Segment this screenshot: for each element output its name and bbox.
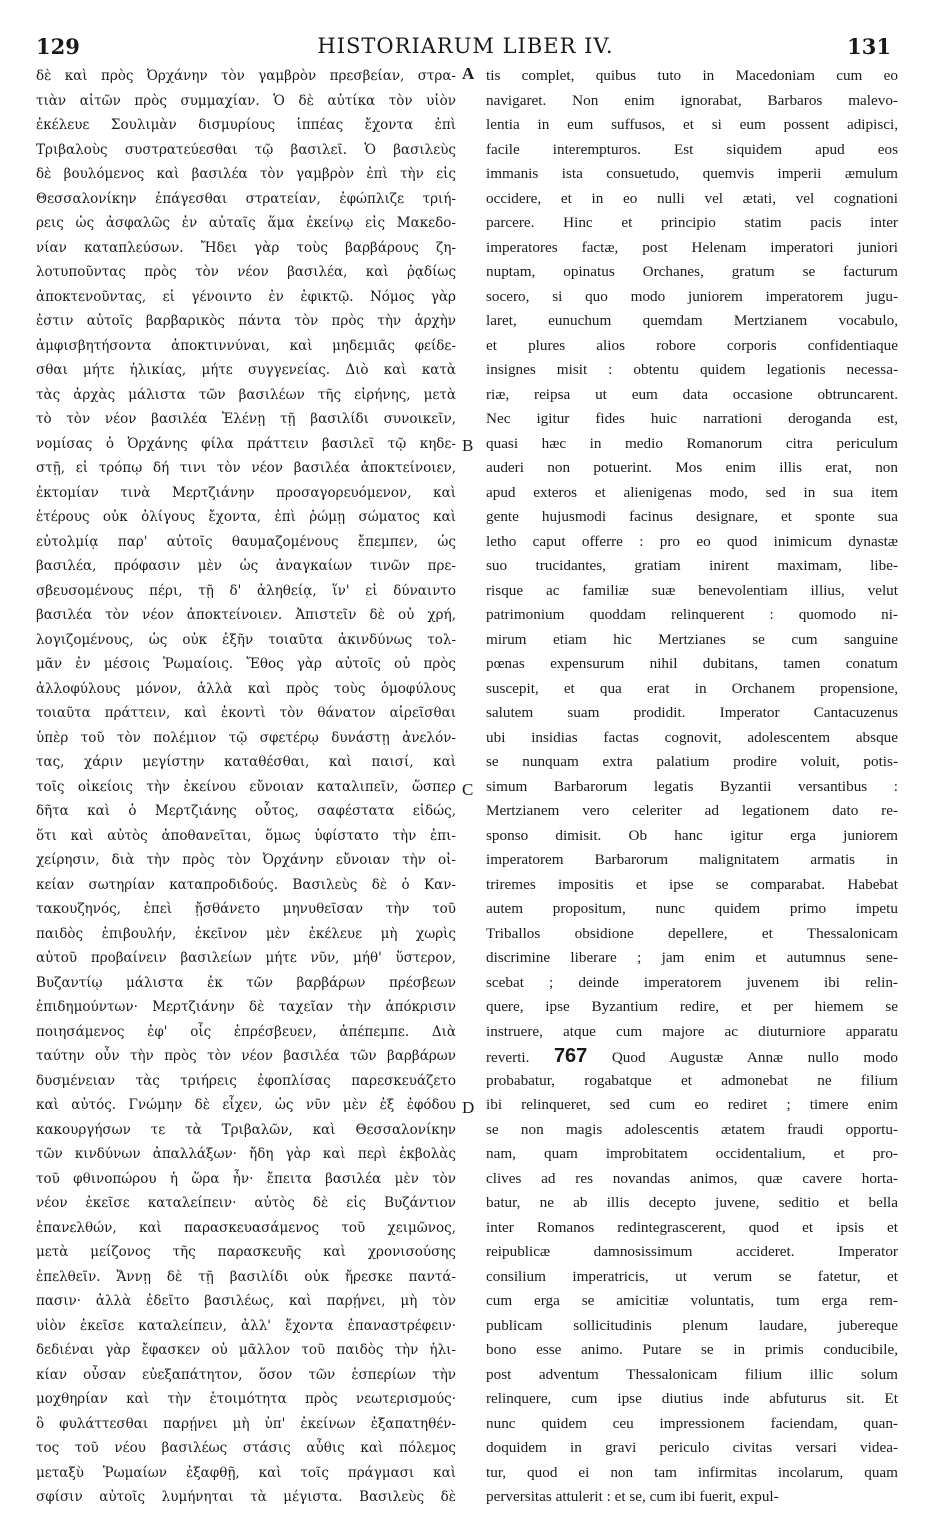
latin-text-line: Mertzianem vero celeriter ad legationem dato re- xyxy=(486,802,898,819)
greek-text-line: τιὰν αἰτῶν πρὸς συμμαχίαν. Ὁ δὲ αὐτίκα τὸν υἱὸν xyxy=(36,92,456,109)
latin-text-line: simum Barbarorum legatis Byzantii versantibus : xyxy=(486,777,898,795)
latin-text-line: salutem suam prodidit. Imperator Cantacuzenus xyxy=(486,704,898,721)
section-marker-a: A xyxy=(462,64,475,83)
latin-text-line: suo trucidantes, gratiam inirent maximam, libe- xyxy=(486,557,898,574)
greek-text-line: αὐτοῦ προβαίνειν βασιλείων μήτε νῦν, μήθ' ὕστερον, xyxy=(36,950,456,966)
latin-text-line: patrimonium quoddam relinquerent : quomodo ni- xyxy=(486,606,898,623)
greek-text-line: τὰς ἀρχὰς μάλιστα τῶν βασιλέων τῆς εἰρήνης, μετὰ xyxy=(36,386,456,403)
latin-text-line: post adventum Thessalonicam filium illic solum xyxy=(486,1365,898,1383)
latin-text-line: ubi insidias factas cognovit, adolescentem absque xyxy=(486,728,898,746)
greek-text-line: νίαν καταπλεύσων. Ἤδει γὰρ τοὺς βαρβάρους ζη- xyxy=(36,239,456,256)
latin-text-line: auderi non potuerint. Mos enim illis erat, non xyxy=(486,459,898,476)
greek-text-line: Θεσσαλονίκην ἐπάγεσθαι στρατείαν, ἐφώπλιζε τριή- xyxy=(36,190,456,207)
greek-text-line: κείαν σωτηρίαν καταπροδιδούς. Βασιλεὺς δὲ ὁ Καν- xyxy=(36,876,456,893)
greek-text-line: ἑτέρους οὐκ ὀλίγους ἔχοντα, ἐπὶ ῥώμῃ σώματος καὶ xyxy=(36,509,456,525)
greek-text-line: τοῦ φθινοπώρου ἡ ὥρα ἦν· ἔπειτα βασιλέα μὲν τὸν xyxy=(36,1170,456,1187)
latin-text-line: laret, eunuchum quemdam Mertzianem vocabulo, xyxy=(486,312,898,329)
greek-text-line: δῆτα καὶ ὁ Μερτζιάνης οὗτος, σαφέστατα εἰδώς, xyxy=(36,803,456,819)
greek-text-line: ποιησάμενος ἐφ' οἷς ἐπρέσβευεν, ἀπέπεμπε. Διὰ xyxy=(36,1023,456,1040)
greek-text-line: παιδὸς ἐπιβουλήν, ἐκεῖνον μὲν ἐκέλευε μὴ χωρὶς xyxy=(36,925,456,942)
greek-text-line: νέον ἐκεῖσε καταλείπειν· αὐτὸς δὲ εἰς Βυζάντιον xyxy=(36,1195,456,1211)
latin-text-line: consilium imperatricis, ut verum se fatetur, et xyxy=(486,1267,898,1285)
greek-text-line: εὐτολμίᾳ παρ' αὐτοῖς θαυμαζομένους ἔπεμπεν, ὡς xyxy=(36,533,456,550)
greek-text-line: τῶν κινδύνων ἀπαλλάξων· ἤδη γὰρ καὶ περὶ ἐκβολὰς xyxy=(36,1146,456,1162)
latin-text-line: nunc quidem ceu impressionem faciendam, quan- xyxy=(486,1414,898,1432)
greek-text-line: ἐπελθεῖν. Ἄννῃ δὲ τῇ βασιλίδι οὐκ ἤρεσκε παντά- xyxy=(36,1268,456,1285)
latin-text-line: autem propositum, nunc quidem primo impetu xyxy=(486,900,898,917)
latin-text-line: tis complet, quibus tuto in Macedoniam cum eo xyxy=(486,67,898,84)
latin-text-line: gente hujusmodi facinus designare, et sponte sua xyxy=(486,508,898,525)
latin-text-line: letho caput offerre : pro eo quod inimicum dynastæ xyxy=(486,532,898,550)
latin-text-line: Nec igitur fides huic narrationi deroganda est, xyxy=(486,410,898,427)
greek-text-line: τοιαῦτα πράττειν, καὶ ἑκοντὶ τὸν θάνατον αἱρεῖσθαι xyxy=(36,705,456,721)
greek-text-line: σφίσιν αὐτοῖς λυμήνηται τὰ μέγιστα. Βασιλεὺς δὲ xyxy=(36,1489,456,1505)
greek-text-line: τος τοῦ νέου βασιλέως στάσις αὖθις καὶ πόλεμος xyxy=(36,1440,456,1456)
greek-text-line: ἐκτομίαν τινὰ Μερτζιάνην προσαγορευόμενον, καὶ xyxy=(36,484,456,501)
latin-text-line: discrimine liberare ; jam enim et autumnus sene- xyxy=(486,949,898,966)
latin-text-line: risque ac familiæ suæ benevolentiam illius, velut xyxy=(486,581,898,599)
latin-text-line: publicam sollicitudinis plenum laudare, jubereque xyxy=(486,1316,898,1334)
greek-text-line: ταύτην οὖν τὴν πρὸς τὸν νέον βασιλέα τῶν βαρβάρων xyxy=(36,1048,456,1064)
latin-text-line: probabatur, rogabatque et admonebat ne filium xyxy=(486,1071,898,1089)
latin-text-line: bono esse animo. Putare se in primis conducibile, xyxy=(486,1341,898,1358)
greek-text-line: ἀποκτενοῦντας, εἰ γένοιντο ἐν ἐφικτῷ. Νόμος γὰρ xyxy=(36,288,456,305)
latin-text-line: immanis ista consuetudo, quemvis imperii æmulum xyxy=(486,165,898,182)
running-head-title: HISTORIARUM LIBER IV. xyxy=(317,34,614,58)
greek-text-line: Τριβαλοὺς συστρατεύεσθαι τῷ βασιλεῖ. Ὁ βασιλεὺς xyxy=(36,141,456,158)
latin-text-line: imperatores factæ, post Helenam imperatori juniori xyxy=(486,238,898,256)
greek-text-line: ὑπὲρ τοῦ τὸν πολέμιον τῷ σφετέρῳ δυνάστῃ ἀνελόν- xyxy=(36,729,456,746)
greek-text-line: ἐκέλευε Σουλιμὰν δισμυρίους ἱππέας ἔχοντα ἐπὶ xyxy=(36,117,456,133)
latin-text-line: triremes impositis et ipse se comparabat. Habebat xyxy=(486,875,898,893)
greek-text-line: κίαν οὖσαν εὐεξαπάτητον, ὅσον τῶν ἑσπερίων τὴν xyxy=(36,1366,456,1383)
section-marker-b: B xyxy=(462,436,474,455)
latin-text-line: doquidem in gravi periculo civitas versari videa- xyxy=(486,1439,898,1456)
latin-text-line: suscepit, et qua erat in Orchanem propensione, xyxy=(486,679,898,697)
latin-text-line: instruere, atque cum majore ac diuturniore apparatu xyxy=(486,1022,898,1040)
greek-text-line: μᾶν ἐν μέσοις Ῥωμαίοις. Ἔθος γὰρ αὐτοῖς οὐ πρὸς xyxy=(36,656,456,672)
greek-text-line: τακουζηνός, ἐπεὶ ᾔσθάνετο μηνυθεῖσαν τὴν τοῦ xyxy=(36,901,456,917)
greek-text-line: στῇ, εἰ τρόπῳ δή τινι τὸν νέον βασιλέα ἀποκτείνοιεν, xyxy=(36,460,456,476)
greek-text-line: λογιζομένους, ὡς οὐκ ἐξῆν τοιαῦτα ἀκινδύνως τολ- xyxy=(36,631,456,648)
page-number-left: 129 xyxy=(36,34,80,59)
greek-text-line: ἐπανελθών, καὶ παρασκευασάμενος τοῦ χειμῶνος, xyxy=(36,1219,456,1236)
greek-text-line: ἀμφισβητήσοντα ἀποκτιννύναι, καὶ μηδεμιᾶς φείδε- xyxy=(36,337,456,354)
latin-text-line: batur, ne ab illis decepto juvene, seditio et bella xyxy=(486,1194,898,1211)
greek-text-line: τας, χάριν μεγίστην καταθέσθαι, καὶ παισί, καὶ xyxy=(36,754,456,770)
latin-text-line: reverti. 767 Quod Augustæ Annæ nullo modo xyxy=(486,1045,898,1067)
page-number-right: 131 xyxy=(847,34,891,59)
latin-text-line: ibi relinqueret, sed cum eo rediret ; timere enim xyxy=(486,1096,898,1113)
latin-text-line: se non magis adolescentis ætatem fraudi opportu- xyxy=(486,1120,898,1138)
greek-text-line: τὸ τὸν νέον βασιλέα Ἑλένῃ τῇ βασιλίδι συνοικεῖν, xyxy=(36,411,456,427)
greek-text-column xyxy=(36,64,456,1510)
greek-text-line: δυσμένειαν τὰς τριήρεις ἐφοπλίσας παρεσκευάζετο xyxy=(36,1072,456,1089)
latin-text-line: nam, quam improbitatem occidentalium, et pro- xyxy=(486,1145,898,1162)
greek-text-line: ἐπιδημούντων· Μερτζιάνην δὲ ταχεῖαν τὴν ἀπόκρισιν xyxy=(36,999,456,1015)
greek-text-line: δὲ καὶ πρὸς Ὀρχάνην τὸν γαμβρὸν πρεσβείαν, στρα- xyxy=(36,68,456,84)
greek-text-line: ρεις ὡς ἀσφαλῶς ἐν αὐταῖς ἅμα ἐκείνῳ εἰς Μακεδο- xyxy=(36,215,456,231)
latin-text-line: parcere. Hinc et principio statim pacis inter xyxy=(486,214,898,231)
greek-text-line: μετὰ μείζονος τῆς παρασκευῆς καὶ χρονισούσης xyxy=(36,1244,456,1260)
greek-text-line: ἀλλοφύλους μόνον, ἀλλὰ καὶ πρὸς τοὺς ὁμοφύλους xyxy=(36,680,456,697)
latin-text-line: navigaret. Non enim ignorabat, Barbaros malevo- xyxy=(486,91,898,109)
greek-text-line: ὃ φυλάττεσθαι παρῄνει μὴ ὑπ' ἐκείνων ἐξαπατηθέν- xyxy=(36,1415,456,1432)
greek-text-line: μοχθηρίαν καὶ τὴν ἑτοιμότητα πρὸς νεωτερισμούς· xyxy=(36,1391,456,1407)
greek-text-line: ἐστιν αὐτοῖς βαρβαρικὸς πάντα τὸν πρὸς τὴν ἀρχὴν xyxy=(36,313,456,329)
latin-text-line: tur, quod ei non tam infirmitas incolarum, quam xyxy=(486,1463,898,1481)
latin-text-line: perversitas attulerit : et se, cum ibi fuerit, expul- xyxy=(486,1488,779,1505)
greek-text-line: δεδιέναι γὰρ ἔφασκεν οὐ μᾶλλον τοῦ παιδὸς τὴν ἡλι- xyxy=(36,1342,456,1358)
latin-text-line: pœnas expensurum nihil dubitans, tamen conatum xyxy=(486,655,898,672)
latin-text-line: lentia in eum suffusos, et si eum possent adipisci, xyxy=(486,116,898,133)
greek-text-line: πασιν· ἀλλὰ ἐδεῖτο βασιλέως, καὶ παρῄνει, μὴ τὸν xyxy=(36,1293,456,1309)
latin-text-line: socero, si quo modo juniorem imperatorem jugu- xyxy=(486,287,898,305)
greek-text-line: κακουργήσων τε τὰ Τριβαλῶν, καὶ Θεσσαλονίκην xyxy=(36,1121,456,1138)
latin-text-line: mirum etiam hic Mertzianes se cum sanguine xyxy=(486,630,898,648)
greek-text-line: ὅτι καὶ αὐτὸς ἀποθανεῖται, ὅμως ὑφίστατο τὴν ἐπι- xyxy=(36,827,456,844)
latin-text-line: sponso dimisit. Ob hanc igitur erga juniorem xyxy=(486,826,898,844)
greek-text-line: χείρησιν, διὰ τὴν πρὸς τὸν Ὀρχάνην εὔνοιαν τὴν οἰ- xyxy=(36,852,456,868)
latin-text-line: relinquere, cum ipse diutius inde abfuturus sit. Et xyxy=(486,1390,898,1407)
greek-text-line: τοῖς οἰκείοις τὴν ἐκείνου εὔνοιαν καταλιπεῖν, ὥσπερ xyxy=(36,778,456,795)
latin-text-line: facile interempturos. Est siquidem apud eos xyxy=(486,140,898,158)
original-page-number: 767 xyxy=(553,1045,588,1067)
latin-text-line: quasi hæc in medio Romanorum citra periculum xyxy=(486,434,898,452)
greek-text-line: νομίσας ὁ Ὀρχάνης φίλα πράττειν βασιλεῖ τῷ κηδε- xyxy=(36,435,456,452)
section-marker-d: D xyxy=(462,1098,475,1117)
latin-text-line: Triballos obsidione depellere, et Thessalonicam xyxy=(486,924,898,942)
latin-text-line: imperatorem Barbarorum malignitatem armatis in xyxy=(486,851,898,868)
greek-text-line: λοτυποῦντας πρὸς τὸν νέον βασιλέα, καὶ ῥᾳδίως xyxy=(36,264,456,280)
latin-text-column xyxy=(486,64,898,1510)
latin-text-line: se nunquam extra palatium prodire voluit, potis- xyxy=(486,753,898,770)
latin-text-line: apud exteros et alienigenas modo, sed in sua item xyxy=(486,483,898,501)
latin-text-line: et plures alios robore corporis confidentiaque xyxy=(486,336,898,354)
latin-text-line: clives ad res novandas animos, quæ cavere horta- xyxy=(486,1169,898,1187)
running-header xyxy=(0,34,931,64)
latin-text-line: inter Romanos redintegrascerent, quod et ipsis et xyxy=(486,1218,898,1236)
latin-text-line: scebat ; deinde imperatorem juvenem ibi relin- xyxy=(486,973,898,991)
latin-text-line: insignes misit : obtentu quidem legationis necessa- xyxy=(486,361,898,378)
latin-text-line: reipublicæ damnosissimum accideret. Imperator xyxy=(486,1243,898,1260)
latin-text-line: cum erga se amicitiæ voluntatis, tum erga rem- xyxy=(486,1292,898,1309)
greek-text-line: μεταξὺ Ῥωμαίων ἐξαφθῇ, καὶ τοῖς πράγμασι καὶ xyxy=(36,1464,456,1481)
greek-text-line: βασιλέα τὸν νέον ἀποκτείνοιεν. Ἀπιστεῖν δὲ οὐ χρή, xyxy=(36,607,456,623)
greek-text-line: σθαι μήτε ἡλικίας, μήτε συγγενείας. Διὸ καὶ κατὰ xyxy=(36,362,456,378)
latin-text-line: riæ, reipsa ut eum data occasione obtruncarent. xyxy=(486,385,898,403)
greek-text-line: βασιλέα, πρόφασιν μὲν ὡς ἀναγκαίων τινῶν πρε- xyxy=(36,558,456,574)
greek-text-line: υἱὸν ἐκεῖσε καταλείπειν, ἀλλ' ἔχοντα ἐπαναστρέφειν· xyxy=(36,1317,456,1334)
greek-text-line: καὶ αὐτός. Γνώμην δὲ εἶχεν, ὡς νῦν μὲν ἐξ ἐφόδου xyxy=(36,1097,456,1113)
greek-text-line: Βυζαντίῳ μάλιστα ἐκ τῶν βαρβάρων πρέσβεων xyxy=(36,974,456,991)
latin-text-line: occidere, et in eo nulli vel ætati, vel cognationi xyxy=(486,189,898,207)
greek-text-line: σβευσομένους πέρι, τῇ δ' ἀληθείᾳ, ἵν' εἰ δύναιντο xyxy=(36,582,456,599)
latin-text-line: quere, ipse Byzantium redire, et per hiemem se xyxy=(486,998,898,1015)
section-marker-c: C xyxy=(462,780,474,799)
greek-text-line: δὲ βουλόμενος καὶ βασιλέα τὸν γαμβρὸν ἐπὶ τὴν εἰς xyxy=(36,166,456,182)
latin-text-line: nuptam, opinatus Orchanes, gratum se facturum xyxy=(486,263,898,280)
